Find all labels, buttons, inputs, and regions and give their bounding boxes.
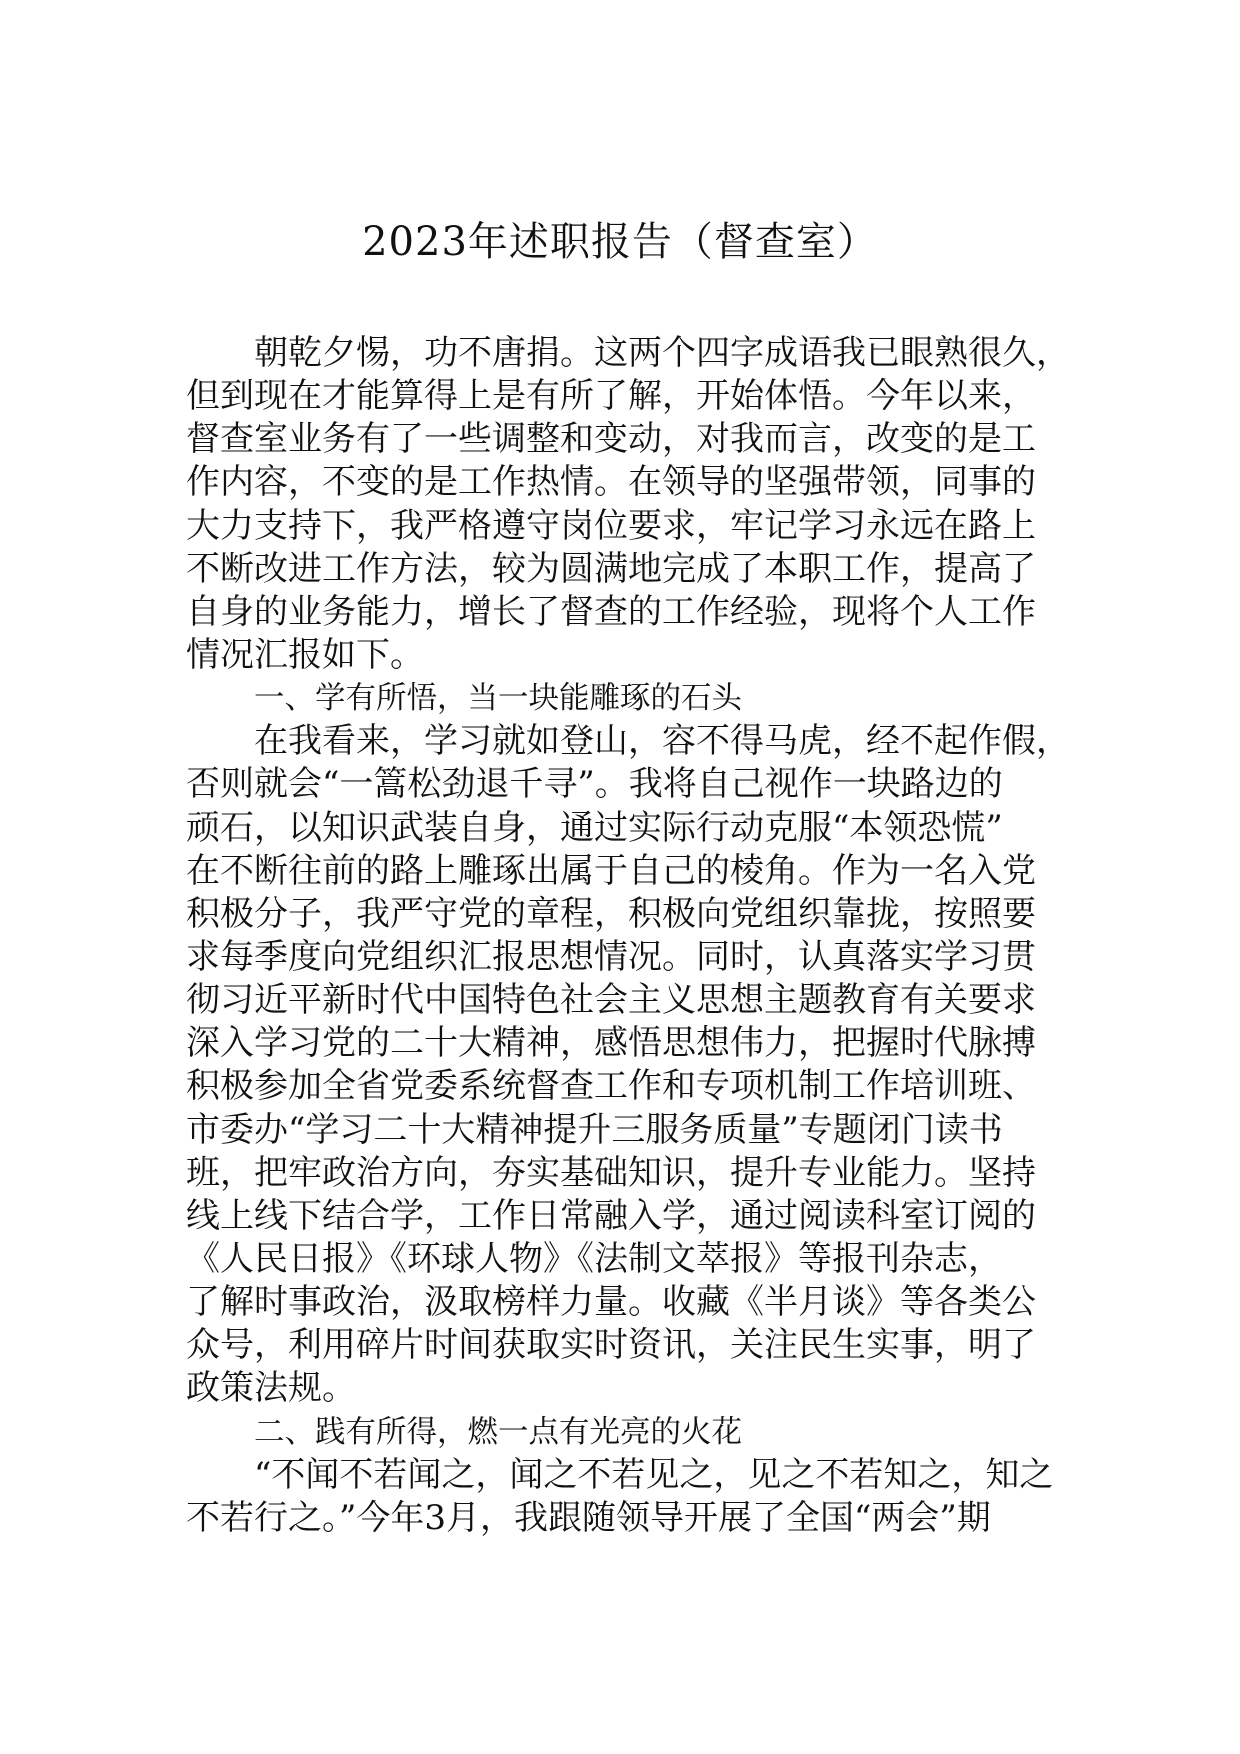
body-text-line: 班，把牢政治方向，夯实基础知识，提升专业能力。坚持	[186, 1152, 1036, 1193]
body-text-line: 大力支持下，我严格遵守岗位要求，牢记学习永远在路上	[186, 505, 1036, 546]
body-text-line: 督查室业务有了一些调整和变动，对我而言，改变的是工	[186, 419, 1036, 460]
document-title: 2023年述职报告（督查室）	[362, 219, 878, 265]
body-text-line: 作内容，不变的是工作热情。在领导的坚强带领，同事的	[186, 462, 1036, 503]
body-text-line: 政策法规。	[186, 1368, 356, 1409]
body-text-line: “不闻不若闻之，闻之不若见之，见之不若知之，知之	[254, 1454, 1054, 1495]
body-text-line: 积极参加全省党委系统督查工作和专项机制工作培训班、	[186, 1066, 1036, 1107]
body-text-line: 在我看来，学习就如登山，容不得马虎，经不起作假，	[254, 721, 1070, 762]
body-text-line: 《人民日报》《环球人物》《法制文萃报》等报刊杂志，	[186, 1238, 1002, 1279]
body-text-line: 自身的业务能力，增长了督查的工作经验，现将个人工作	[186, 591, 1036, 632]
body-text-line: 积极分子，我严守党的章程，积极向党组织靠拢，按照要	[186, 893, 1036, 934]
body-text-line: 了解时事政治，汲取榜样力量。收藏《半月谈》等各类公	[186, 1282, 1036, 1323]
body-text-line: 在不断往前的路上雕琢出属于自己的棱角。作为一名入党	[186, 850, 1036, 891]
body-text-line: 不若行之。”今年3月，我跟随领导开展了全国“两会”期	[186, 1497, 991, 1538]
body-text-line: 朝乾夕惕，功不唐捐。这两个四字成语我已眼熟很久，	[254, 333, 1070, 373]
body-text-line: 彻习近平新时代中国特色社会主义思想主题教育有关要求	[186, 980, 1036, 1021]
body-text-line: 线上线下结合学，工作日常融入学，通过阅读科室订阅的	[186, 1195, 1036, 1236]
body-text-line: 求每季度向党组织汇报思想情况。同时，认真落实学习贯	[186, 936, 1036, 977]
section-heading: 一、学有所悟，当一块能雕琢的石头	[254, 681, 742, 717]
body-text-line: 众号，利用碎片时间获取实时资讯，关注民生实事，明了	[186, 1325, 1036, 1366]
body-text-line: 不断改进工作方法，较为圆满地完成了本职工作，提高了	[186, 548, 1036, 589]
body-text-line: 市委办“学习二十大精神提升三服务质量”专题闭门读书	[186, 1109, 1003, 1150]
body-text-line: 深入学习党的二十大精神，感悟思想伟力，把握时代脉搏	[186, 1023, 1036, 1064]
body-text-line: 否则就会“一篙松劲退千寻”。我将自己视作一块路边的	[186, 764, 1003, 805]
section-heading: 二、践有所得，燃一点有光亮的火花	[254, 1414, 742, 1450]
body-text-line: 顽石，以知识武装自身，通过实际行动克服“本领恐慌”	[186, 807, 1003, 848]
body-text-line: 情况汇报如下。	[186, 634, 424, 675]
document-body	[186, 332, 1086, 1540]
body-text-line: 但到现在才能算得上是有所了解，开始体悟。今年以来，	[186, 376, 1036, 417]
